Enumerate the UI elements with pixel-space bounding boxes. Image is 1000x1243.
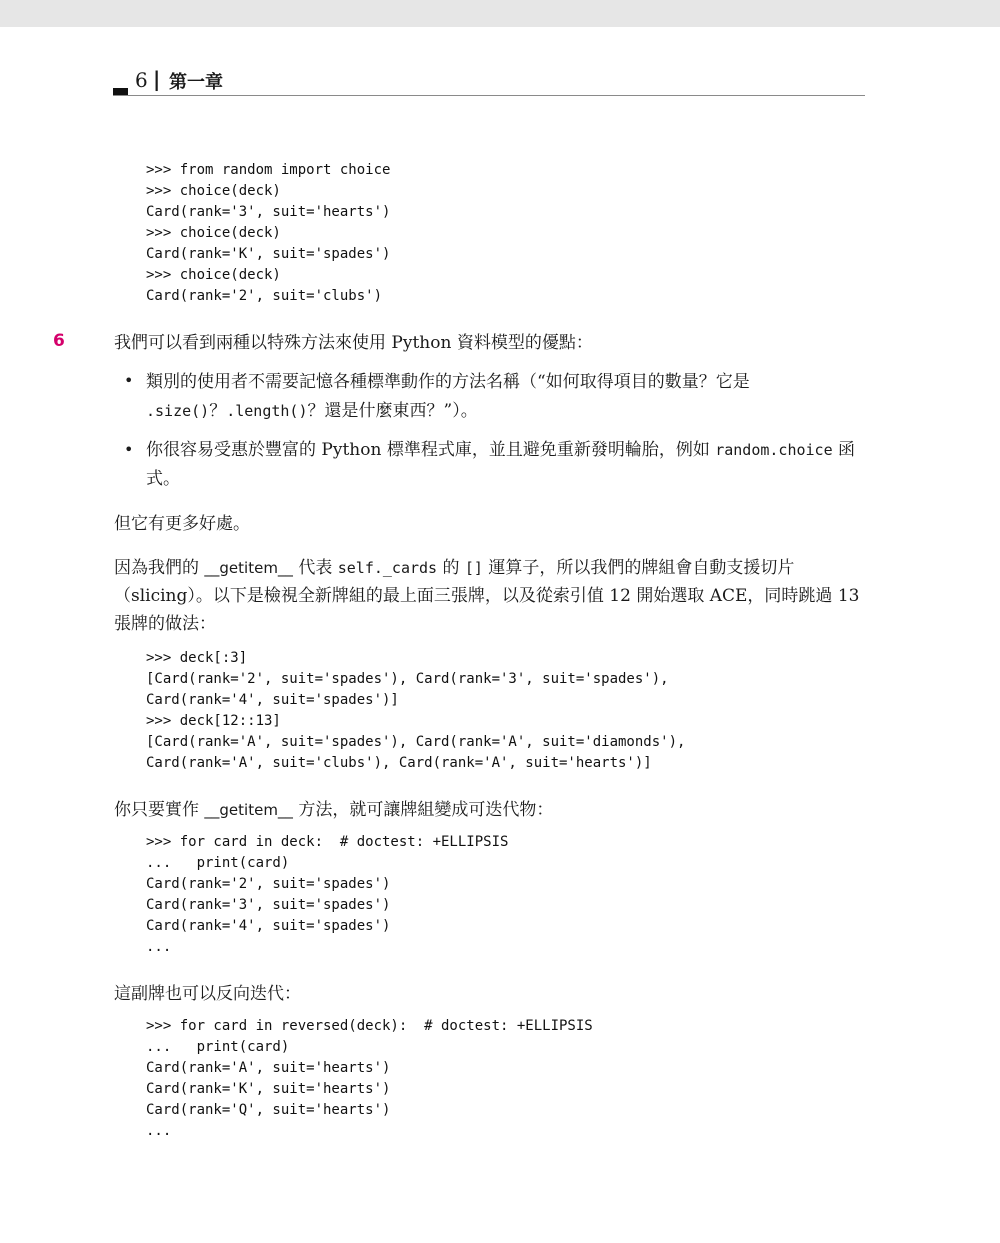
paragraph-slicing: 因為我們的 __getitem__ 代表 self._cards 的 [] 運算子，所以我們的牌組會自動支援切片（slicing）。以下是檢視全新牌組的最上面三張牌，以及從索引值 12 開始選取 ACE，同時跳過 13 張牌的做法： — [114, 558, 860, 634]
bullet-symbol: • — [124, 371, 134, 390]
code-block-slicing: >>> deck[:3] [Card(rank='2', suit='spades'), Card(rank='3', suit='spades'), Card(rank='4', suit='spades')] >>> deck[12::13] [Card(rank='A', suit='spades'), Card(rank='A', suit='diamonds'), Card(rank='A', suit='clubs'), Card(rank='A', suit='hearts')] — [146, 650, 686, 771]
paragraph-more-benefits: 但它有更多好處。 — [114, 514, 250, 534]
viewer-top-bar — [0, 0, 1000, 27]
code-block-iteration: >>> for card in deck: # doctest: +ELLIPSIS ... print(card) Card(rank='2', suit='spades') Card(rank='3', suit='spades') Card(rank='4', suit='spades') ... — [146, 834, 509, 955]
header-rule — [113, 95, 865, 96]
paragraph-iterable: 你只要實作 __getitem__ 方法，就可讓牌組變成可迭代物： — [114, 800, 554, 820]
paragraph-advantages: 我們可以看到兩種以特殊方法來使用 Python 資料模型的優點： — [114, 333, 593, 353]
paragraph-reverse: 這副牌也可以反向迭代： — [114, 984, 301, 1004]
header-separator: | — [153, 67, 161, 91]
page-header — [113, 66, 865, 98]
chapter-title: 第一章 — [169, 72, 223, 93]
code-block-reversed: >>> for card in reversed(deck): # doctest: +ELLIPSIS ... print(card) Card(rank='A', suit='hearts') Card(rank='K', suit='hearts') Card(rank='Q', suit='hearts') ... — [146, 1018, 593, 1139]
bullet-item-method-names: 類別的使用者不需要記憶各種標準動作的方法名稱（“如何取得項目的數量？它是 .size()？.length()？還是什麼東西？”）。 — [146, 372, 750, 421]
code-block-choice: >>> from random import choice >>> choice(deck) Card(rank='3', suit='hearts') >>> choice(deck) Card(rank='K', suit='spades') >>> choice(deck) Card(rank='2', suit='clubs') — [146, 162, 391, 304]
margin-marker: 6 — [53, 331, 65, 351]
page-number: 6 — [135, 68, 148, 92]
bullet-item-stdlib: 你很容易受惠於豐富的 Python 標準程式庫，並且避免重新發明輪胎，例如 random.choice 函式。 — [146, 440, 856, 489]
bullet-symbol: • — [124, 440, 134, 459]
